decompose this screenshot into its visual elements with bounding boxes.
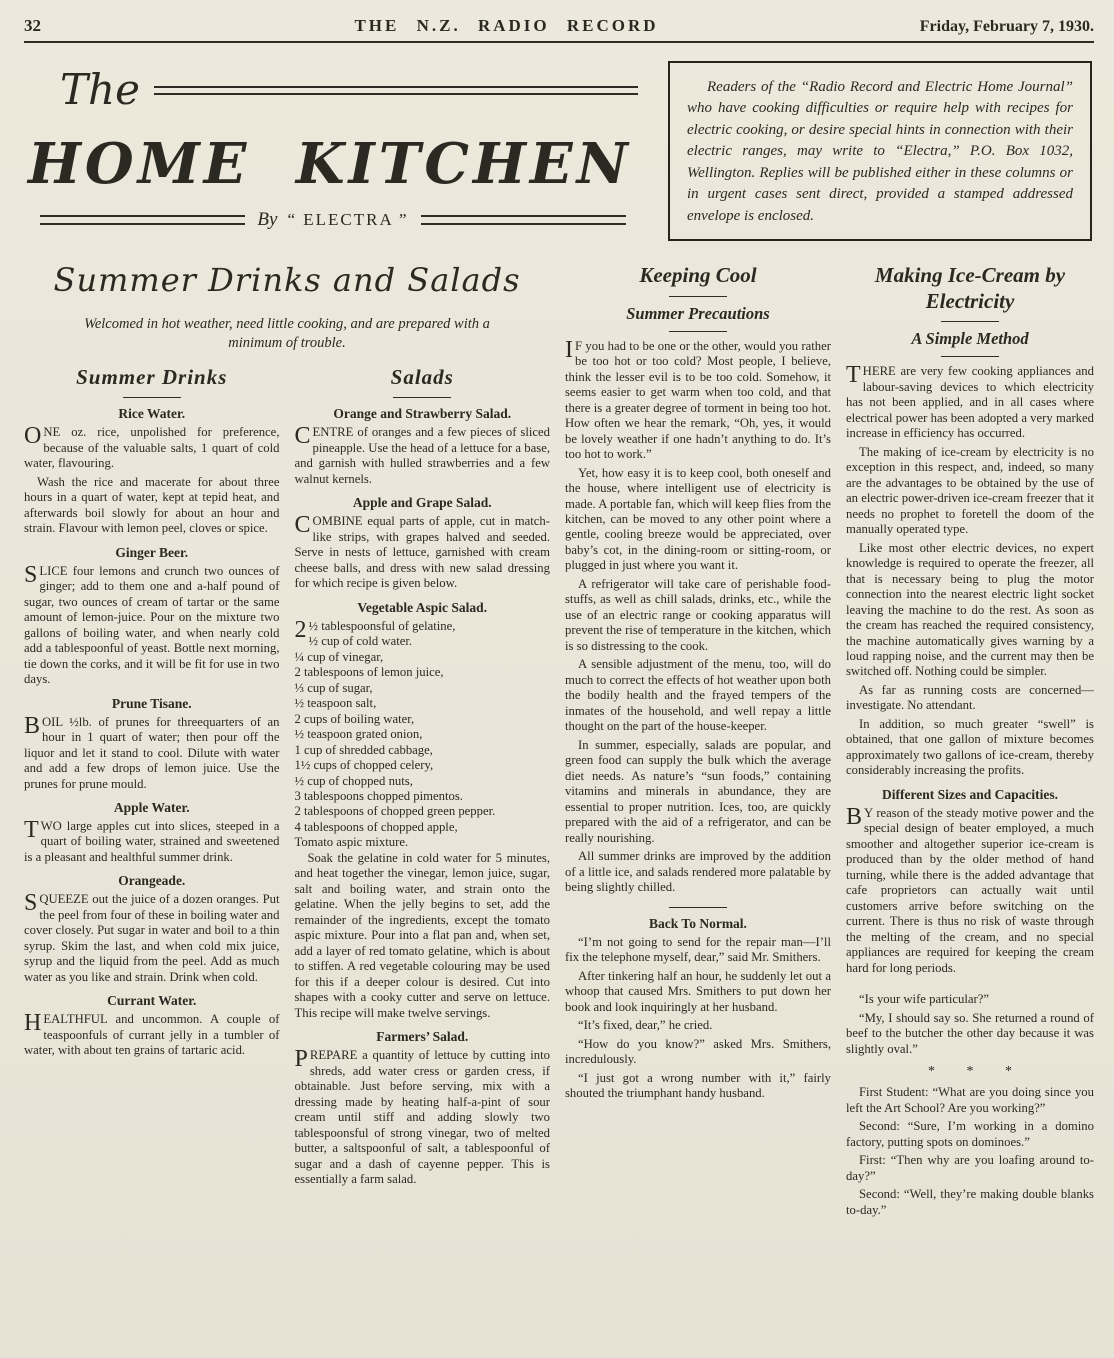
- salads-column: [295, 361, 551, 1190]
- page-header: [24, 16, 1094, 36]
- section-title: Orangeade.: [118, 873, 186, 889]
- keeping-cool-title: Keeping Cool: [639, 263, 757, 288]
- columns: [24, 253, 1094, 1221]
- editor-notice-box: [668, 61, 1092, 241]
- feature-article: [24, 253, 550, 1221]
- ingredient-line: 1½ cups of chopped celery,: [294, 758, 434, 773]
- keeping-cool-body: [565, 336, 831, 896]
- ice-cream-title: Making Ice-Cream by Electricity: [874, 263, 1066, 313]
- byline-row: [28, 209, 638, 231]
- paragraph: “I’m not going to send for the repair man—I’ll fix the telephone myself, dear,” said Mr. Smithers.: [565, 934, 831, 965]
- paragraph: A sensible adjustment of the menu, too, will do much to correct the effects of hot weather upon both the bodily health and the frayed tempers of the inmates of the household, and well repay a little thought on the part of the house-keeper.: [565, 657, 831, 734]
- ingredient-line: 2½ tablespoonsful of gelatine,: [294, 616, 456, 643]
- sizes-title: Different Sizes and Capacities.: [882, 786, 1058, 802]
- page-number: 32: [24, 16, 41, 35]
- joke-2: [846, 1085, 1094, 1218]
- masthead-the: The: [60, 65, 140, 114]
- paragraph: SQUEEZE out the juice of a dozen oranges. Put the peel from four of these in boiling water and cover closely. Put sugar in water and boil to a thin syrup. Skim the last, and when cold mix juice, syrup and the liquid from the peel. Add as much water as you like and strain. Drink when cold.: [24, 890, 280, 984]
- heading-rule: [123, 397, 181, 398]
- summer-drinks-sections: [24, 406, 280, 1059]
- paragraph: COMBINE equal parts of apple, cut in match-like strips, with grapes halved and seeded. Serve in nests of lettuce, garnished with cream cheese balls, and dress with new salad dressing for which recipe is given below.: [294, 512, 550, 591]
- section-title: Prune Tisane.: [111, 695, 192, 711]
- heading-rule: [941, 356, 999, 357]
- paragraph: After tinkering half an hour, he suddenly let out a whoop that caused Mrs. Smithers to put down her book and look inquiringly at her husband.: [565, 968, 831, 1014]
- paragraph: BY reason of the steady motive power and the special design of beater employed, a much smoother and altogether superior ice-cream is produced than by the older method of hand turning, while there is the added advantage that cafe proprietors can actually wait until customers arrive before switching on the current. There is thus no risk of waste through the melting of the cream, and no special appliances are required for keeping the cream hard for long periods.: [846, 803, 1094, 975]
- paragraph: “My, I should say so. She returned a round of beef to the butcher the other day because it was slightly oval.”: [846, 1010, 1094, 1056]
- paragraph: All summer drinks are improved by the addition of a little ice, and salads rendered more palatable by being slightly chilled.: [565, 849, 831, 895]
- paragraph: SLICE four lemons and crunch two ounces of ginger; add to them one and a-half pound of sugar, two ounces of cream of tartar or the same amount of lemon-juice. Pour on the mixture two gallons of boiling water, and when nearly cold add a tablespoonful of yeast. Bottle next morning, tie down the corks, and it will be fit for use in two days.: [24, 561, 280, 687]
- paragraph: ONE oz. rice, unpolished for preference, because of the valuable salts, 1 quart of cold water, flavouring.: [24, 423, 280, 471]
- section-title: Apple and Grape Salad.: [352, 495, 492, 511]
- paragraph: BOIL ½lb. of prunes for threequarters of an hour in 1 quart of water; then pour off the liquor and let it stand to cool. Dilute with water and add a few drops of lemon juice. Use the prunes for prune mould.: [24, 712, 280, 791]
- paragraph: In addition, so much greater “swell” is obtained, that one gallon of mixture becomes approximately two gallons of ice-cream, thereby considerably increasing the profits.: [846, 716, 1094, 778]
- issue-date: Friday, February 7, 1930.: [919, 18, 1094, 35]
- paragraph: Soak the gelatine in cold water for 5 minutes, and heat together the vinegar, lemon juice, sugar, salt and boiling water, and strain onto the gelatine. When the jelly begins to set, add the remainder of the ingredients, except the tomato aspic mixture. Pour into a flat pan and, when set, add a layer of red tomato gelatine, which is about to stiffen. A red vegetable colouring may be used for this if a deeper colour is desired. Cut into shapes with a cooky cutter and serve on lettuce. This recipe will make twelve servings.: [294, 850, 550, 1020]
- asterisk-separator: * * *: [928, 1064, 1012, 1080]
- section-title: Rice Water.: [118, 406, 186, 422]
- paragraph: Wash the rice and macerate for about three hours in a quart of water, kept at tepid heat, and afterwards boil slowly for about an hour and strain. Flavour with lemon peel, cloves or spice.: [24, 474, 280, 536]
- notice-text: Readers of the “Radio Record and Electric Home Journal” who have cooking difficulties or require help with recipes for electric cooking, or desire special hints in connection with their electric ranges, may write to “Electra,” P.O. Box 1032, Wellington. Replies will be published either in these columns or in urgent cases sent direct, provided a stamped addressed envelope is enclosed.: [687, 79, 1073, 224]
- paragraph: “Is your wife particular?”: [859, 992, 989, 1007]
- paragraph: Second: “Well, they’re making double blanks to-day.”: [846, 1187, 1094, 1217]
- joke-1: [846, 992, 1094, 1057]
- ingredient-line: 3 tablespoons chopped pimentos.: [294, 789, 463, 803]
- decorative-double-rule: [421, 215, 626, 225]
- summer-drinks-column: [24, 361, 280, 1190]
- decorative-double-rule: [154, 86, 638, 95]
- ingredient-line: ½ cup of cold water.: [308, 634, 413, 649]
- ingredient-line: 4 tablespoons of chopped apple,: [294, 819, 458, 834]
- filler-jokes: [846, 992, 1094, 1218]
- ingredient-line: 2 tablespoons of lemon juice,: [294, 665, 444, 680]
- back-to-normal-body: [565, 935, 831, 1102]
- paragraph: THERE are very few cooking appliances and labour-saving devices to which electricity has not been applied, and in all cases where electrical power has been adopted a very marked increase in efficiency has occurred.: [846, 362, 1094, 441]
- masthead: [24, 49, 668, 241]
- paragraph: CENTRE of oranges and a few pieces of sliced pineapple. Use the head of a lettuce for a base, and garnish with hulled strawberries and a few walnut kernels.: [294, 423, 550, 486]
- ingredient-line: ⅓ cup of sugar,: [294, 680, 373, 695]
- feature-subtitle: Welcomed in hot weather, need little cooking, and are prepared with a minimum of trouble.: [84, 316, 490, 352]
- section-title: Ginger Beer.: [115, 544, 189, 560]
- ice-cream-subtitle: A Simple Method: [911, 329, 1029, 349]
- paragraph: First Student: “What are you doing since you left the Art School? Are you working?”: [846, 1085, 1094, 1115]
- paragraph: A refrigerator will take care of perishable food-stuffs, as well as chill salads, drinks, etc., while the use of an electric range or cooking apparatus will prevent the rise of temperature in the kitchen, which is so distressing to the cook.: [565, 576, 831, 653]
- paragraph: In summer, especially, salads are popular, and green food can supply the bulk which the average diet needs. As nature’s “sun foods,” containing vitamins and minerals in abundance, they are essential to proper nutrition. Ices, too, are quickly prepared with the aid of a refrigerator, and can be really nourishing.: [565, 737, 831, 845]
- salads-sections: [295, 406, 551, 1187]
- byline-name: “ ELECTRA ”: [287, 210, 409, 229]
- ingredient-line: Tomato aspic mixture.: [294, 835, 409, 850]
- salads-heading: Salads: [390, 365, 454, 390]
- feature-title: Summer Drinks and Salads: [53, 261, 521, 300]
- masthead-the-row: [28, 65, 638, 114]
- ingredient-line: ½ teaspoon grated onion,: [294, 727, 423, 742]
- header-rule: [24, 41, 1094, 43]
- heading-rule: [669, 296, 727, 297]
- paragraph: Like most other electric devices, no expert knowledge is required to operate the freezer, all that is necessary being to plug the motor connection into the nearest electric light socket leaving the machine to do the rest. As soon as the cream has reached the required consistency, the machine automatically gives warning by a loud rapping noise, and the current may then be switched off. Nothing could be simpler.: [846, 540, 1094, 679]
- ingredient-line: 2 tablespoons of chopped green pepper.: [294, 804, 496, 819]
- back-to-normal-title: Back To Normal.: [649, 915, 747, 931]
- ingredient-line: ½ teaspoon salt,: [294, 696, 377, 711]
- heading-rule: [669, 331, 727, 332]
- masthead-title: HOME KITCHEN: [28, 131, 632, 197]
- paragraph: HEALTHFUL and uncommon. A couple of teaspoonfuls of currant jelly in a tumbler of water, with about ten grains of tartaric acid.: [24, 1010, 280, 1058]
- paper-title: THE N.Z. RADIO RECORD: [354, 16, 659, 35]
- section-title: Currant Water.: [107, 993, 197, 1009]
- ingredient-line: ½ cup of chopped nuts,: [294, 773, 413, 788]
- ingredient-line: ¼ cup of vinegar,: [294, 649, 384, 664]
- paragraph: Yet, how easy it is to keep cool, both oneself and the house, where intelligent use of electricity is made. A portable fan, which will keep flies from the kitchen, can be moved to any other point where a gentle, cooling breeze would be appreciated, over baby’s cot, in the dining-room or sitting-room, or plugged in just where you want it.: [565, 465, 831, 573]
- paragraph: Second: “Sure, I’m working in a domino factory, putting spots on dominoes.”: [846, 1119, 1094, 1149]
- ice-cream-body: [846, 364, 1094, 779]
- keeping-cool-subtitle: Summer Precautions: [626, 303, 770, 323]
- byline-by: By: [257, 209, 278, 230]
- summer-drinks-heading: Summer Drinks: [76, 365, 228, 390]
- ice-cream-article: [846, 253, 1094, 1221]
- paragraph: IF you had to be one or the other, would you rather be too hot or too cold? Most people, I believe, think the lesser evil is to be too cold. Somehow, it seems easier to get warm when too cold, and that there is a greater degree of torment in being too hot. How often we hear the remark, “Oh, yes, it would be lovely weather if one hadn’t anything to do. It’s too hot to work.”: [565, 336, 831, 462]
- top-area: [24, 49, 1094, 241]
- paragraph: TWO large apples cut into slices, steeped in a quart of boiling water, strained and sweetened is a pleasant and healthful summer drink.: [24, 817, 280, 864]
- paragraph: “I just got a wrong number with it,” fairly shouted the triumphant handy husband.: [565, 1070, 831, 1100]
- paragraph: “It’s fixed, dear,” he cried.: [578, 1018, 713, 1033]
- section-separator-rule: [669, 907, 727, 908]
- paragraph: “How do you know?” asked Mrs. Smithers, incredulously.: [565, 1036, 831, 1067]
- ingredient-line: 2 cups of boiling water,: [294, 711, 415, 726]
- section-title: Apple Water.: [113, 800, 190, 815]
- decorative-double-rule: [40, 215, 245, 225]
- sizes-body: [846, 803, 1094, 976]
- section-title: Farmers’ Salad.: [376, 1029, 469, 1045]
- paragraph: PREPARE a quantity of lettuce by cutting into shreds, add water cress or garden cress, if obtainable. Just before serving, mix with a dressing made by heating half-a-pint of sour cream until stiff and adding slowly two tablespoonsful of strong vinegar, two of melted butter, a saltspoonful of salt, a tablespoonful of sugar and a dash of cayenne pepper. This is essentially a farm salad.: [294, 1046, 550, 1187]
- heading-rule: [393, 397, 451, 398]
- ingredient-line: 1 cup of shredded cabbage,: [294, 742, 433, 757]
- section-title: Orange and Strawberry Salad.: [333, 406, 512, 422]
- paragraph: First: “Then why are you loafing around to-day?”: [846, 1153, 1094, 1183]
- feature-two-columns: [24, 361, 550, 1190]
- heading-rule: [941, 321, 999, 322]
- keeping-cool-article: [565, 253, 831, 1221]
- paragraph: As far as running costs are concerned—investigate. No attendant.: [846, 682, 1094, 713]
- section-title: Vegetable Aspic Salad.: [357, 599, 488, 615]
- paragraph: The making of ice-cream by electricity is no exception in this respect, and, indeed, so many are the advantages to be obtained by the use of an electric power-driven ice-cream freezer that it needs no prophet to foretell the doom of the manually operated type.: [846, 444, 1094, 537]
